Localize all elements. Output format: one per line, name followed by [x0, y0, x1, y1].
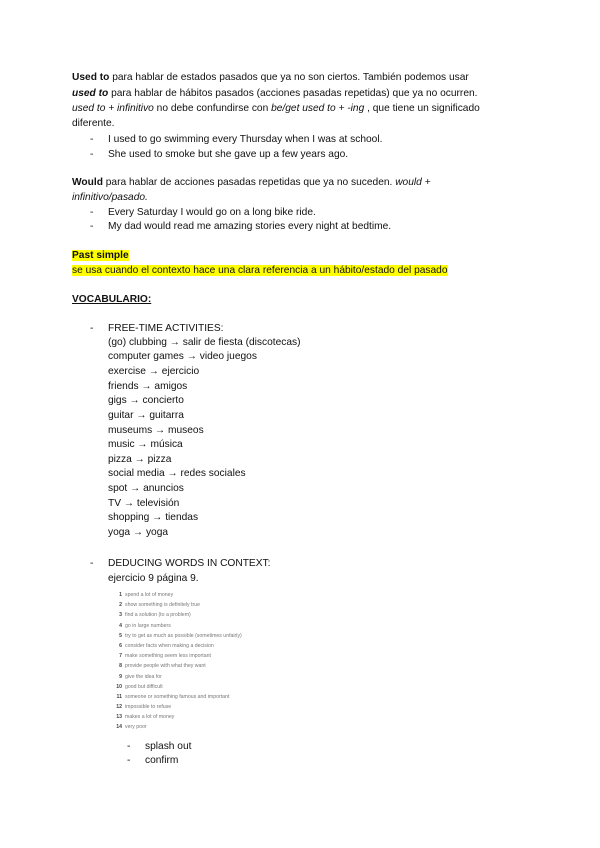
- used-to-line-4: diferente.: [72, 118, 115, 129]
- bullet-dash: -: [90, 558, 94, 569]
- vocab-item: social media → redes sociales: [108, 468, 246, 479]
- vocab-item: yoga → yoga: [108, 527, 169, 538]
- used-to-line-3-end: , que tiene un significado: [364, 103, 480, 114]
- used-to-formula: used to + infinitivo: [72, 103, 154, 114]
- exercise-number: 5: [119, 633, 122, 639]
- vocab-item: TV → televisión: [108, 498, 180, 509]
- vocab-item: exercise → ejercicio: [108, 366, 200, 377]
- bullet-dash: -: [90, 207, 94, 218]
- exercise-number: 4: [119, 623, 122, 629]
- exercise-text: show something is definitely true: [125, 602, 200, 608]
- exercise-text: makes a lot of money: [125, 714, 175, 720]
- used-to-line-3-mid: no debe confundirse con: [153, 103, 272, 114]
- vocab-item: computer games → video juegos: [108, 351, 257, 362]
- answer-item: confirm: [145, 755, 179, 766]
- would-example-1: Every Saturday I would go on a long bike ride.: [108, 207, 316, 218]
- vocab-item: spot → anuncios: [108, 483, 184, 494]
- exercise-text: give the idea for: [125, 674, 162, 680]
- bullet-dash: -: [90, 221, 94, 232]
- exercise-text: provide people with what they want: [125, 663, 206, 669]
- past-simple-text-highlight: se usa cuando el contexto hace una clara referencia a un hábito/estado del pasado: [72, 265, 448, 276]
- would-line-2: infinitivo/pasado.: [72, 192, 148, 203]
- exercise-number: 8: [119, 663, 122, 669]
- exercise-text: very poor: [125, 724, 147, 730]
- deducing-subheading: ejercicio 9 página 9.: [108, 573, 199, 584]
- bullet-dash: -: [127, 741, 131, 752]
- free-time-heading: FREE-TIME ACTIVITIES:: [108, 323, 224, 334]
- exercise-number: 12: [116, 704, 122, 710]
- bullet-dash: -: [90, 149, 94, 160]
- exercise-number: 11: [116, 694, 122, 700]
- would-formula: would +: [395, 177, 431, 188]
- exercise-text: try to get as much as possible (sometimes unfairly): [125, 633, 242, 639]
- exercise-text: consider facts when making a decision: [125, 643, 214, 649]
- past-simple-text: [72, 263, 448, 278]
- vocab-item: friends → amigos: [108, 381, 188, 392]
- answer-item: splash out: [145, 741, 192, 752]
- vocab-item: shopping → tiendas: [108, 512, 199, 523]
- exercise-number: 7: [119, 653, 122, 659]
- would-line-1: [72, 175, 431, 190]
- exercise-number: 9: [119, 674, 122, 680]
- would-line-1-text: para hablar de acciones pasadas repetidas que ya no suceden.: [102, 177, 396, 188]
- used-to-line-2: [72, 86, 478, 101]
- used-to-example-1: I used to go swimming every Thursday when I was at school.: [108, 134, 383, 145]
- used-to-line-3: [72, 101, 480, 116]
- used-to-line-1-text: para hablar de estados pasados que ya no son ciertos. También podemos usar: [109, 72, 469, 83]
- vocab-item: (go) clubbing → salir de fiesta (discotecas): [108, 337, 301, 348]
- used-to-line-2-text: para hablar de hábitos pasados (acciones pasadas repetidas) que ya no ocurren.: [108, 88, 478, 99]
- exercise-number: 10: [116, 684, 122, 690]
- exercise-text: someone or something famous and important: [125, 694, 230, 700]
- vocab-item: guitar → guitarra: [108, 410, 184, 421]
- exercise-number: 13: [116, 714, 122, 720]
- used-to-line-1: [72, 70, 469, 85]
- exercise-text: go in large numbers: [125, 623, 171, 629]
- past-simple-title: [72, 248, 129, 263]
- vocab-item: museums → museos: [108, 425, 204, 436]
- bullet-dash: -: [127, 755, 131, 766]
- exercise-text: spend a lot of money: [125, 592, 174, 598]
- used-to-term: Used to: [72, 72, 110, 83]
- exercise-number: 6: [119, 643, 122, 649]
- bullet-dash: -: [90, 134, 94, 145]
- exercise-text: make something seem less important: [125, 653, 211, 659]
- exercise-text: impossible to refuse: [125, 704, 172, 710]
- vocab-item: music → música: [108, 439, 183, 450]
- exercise-number: 2: [119, 602, 122, 608]
- past-simple-title-text: Past simple: [72, 250, 129, 261]
- vocab-item: gigs → concierto: [108, 395, 184, 406]
- would-example-2: My dad would read me amazing stories every night at bedtime.: [108, 221, 392, 232]
- vocabulario-heading: VOCABULARIO:: [72, 294, 152, 305]
- exercise-number: 14: [116, 724, 122, 730]
- used-to-example-2: She used to smoke but she gave up a few years ago.: [108, 149, 349, 160]
- be-get-used-to-formula: be/get used to + -ing: [271, 103, 365, 114]
- bullet-dash: -: [90, 323, 94, 334]
- exercise-text: good but difficult: [125, 684, 163, 690]
- used-to-term-italic: used to: [72, 88, 109, 99]
- vocab-item: pizza → pizza: [108, 454, 172, 465]
- exercise-text: find a solution (to a problem): [125, 612, 191, 618]
- exercise-number: 3: [119, 612, 122, 618]
- would-term: Would: [72, 177, 103, 188]
- deducing-heading: DEDUCING WORDS IN CONTEXT:: [108, 558, 271, 569]
- exercise-number: 1: [119, 592, 122, 598]
